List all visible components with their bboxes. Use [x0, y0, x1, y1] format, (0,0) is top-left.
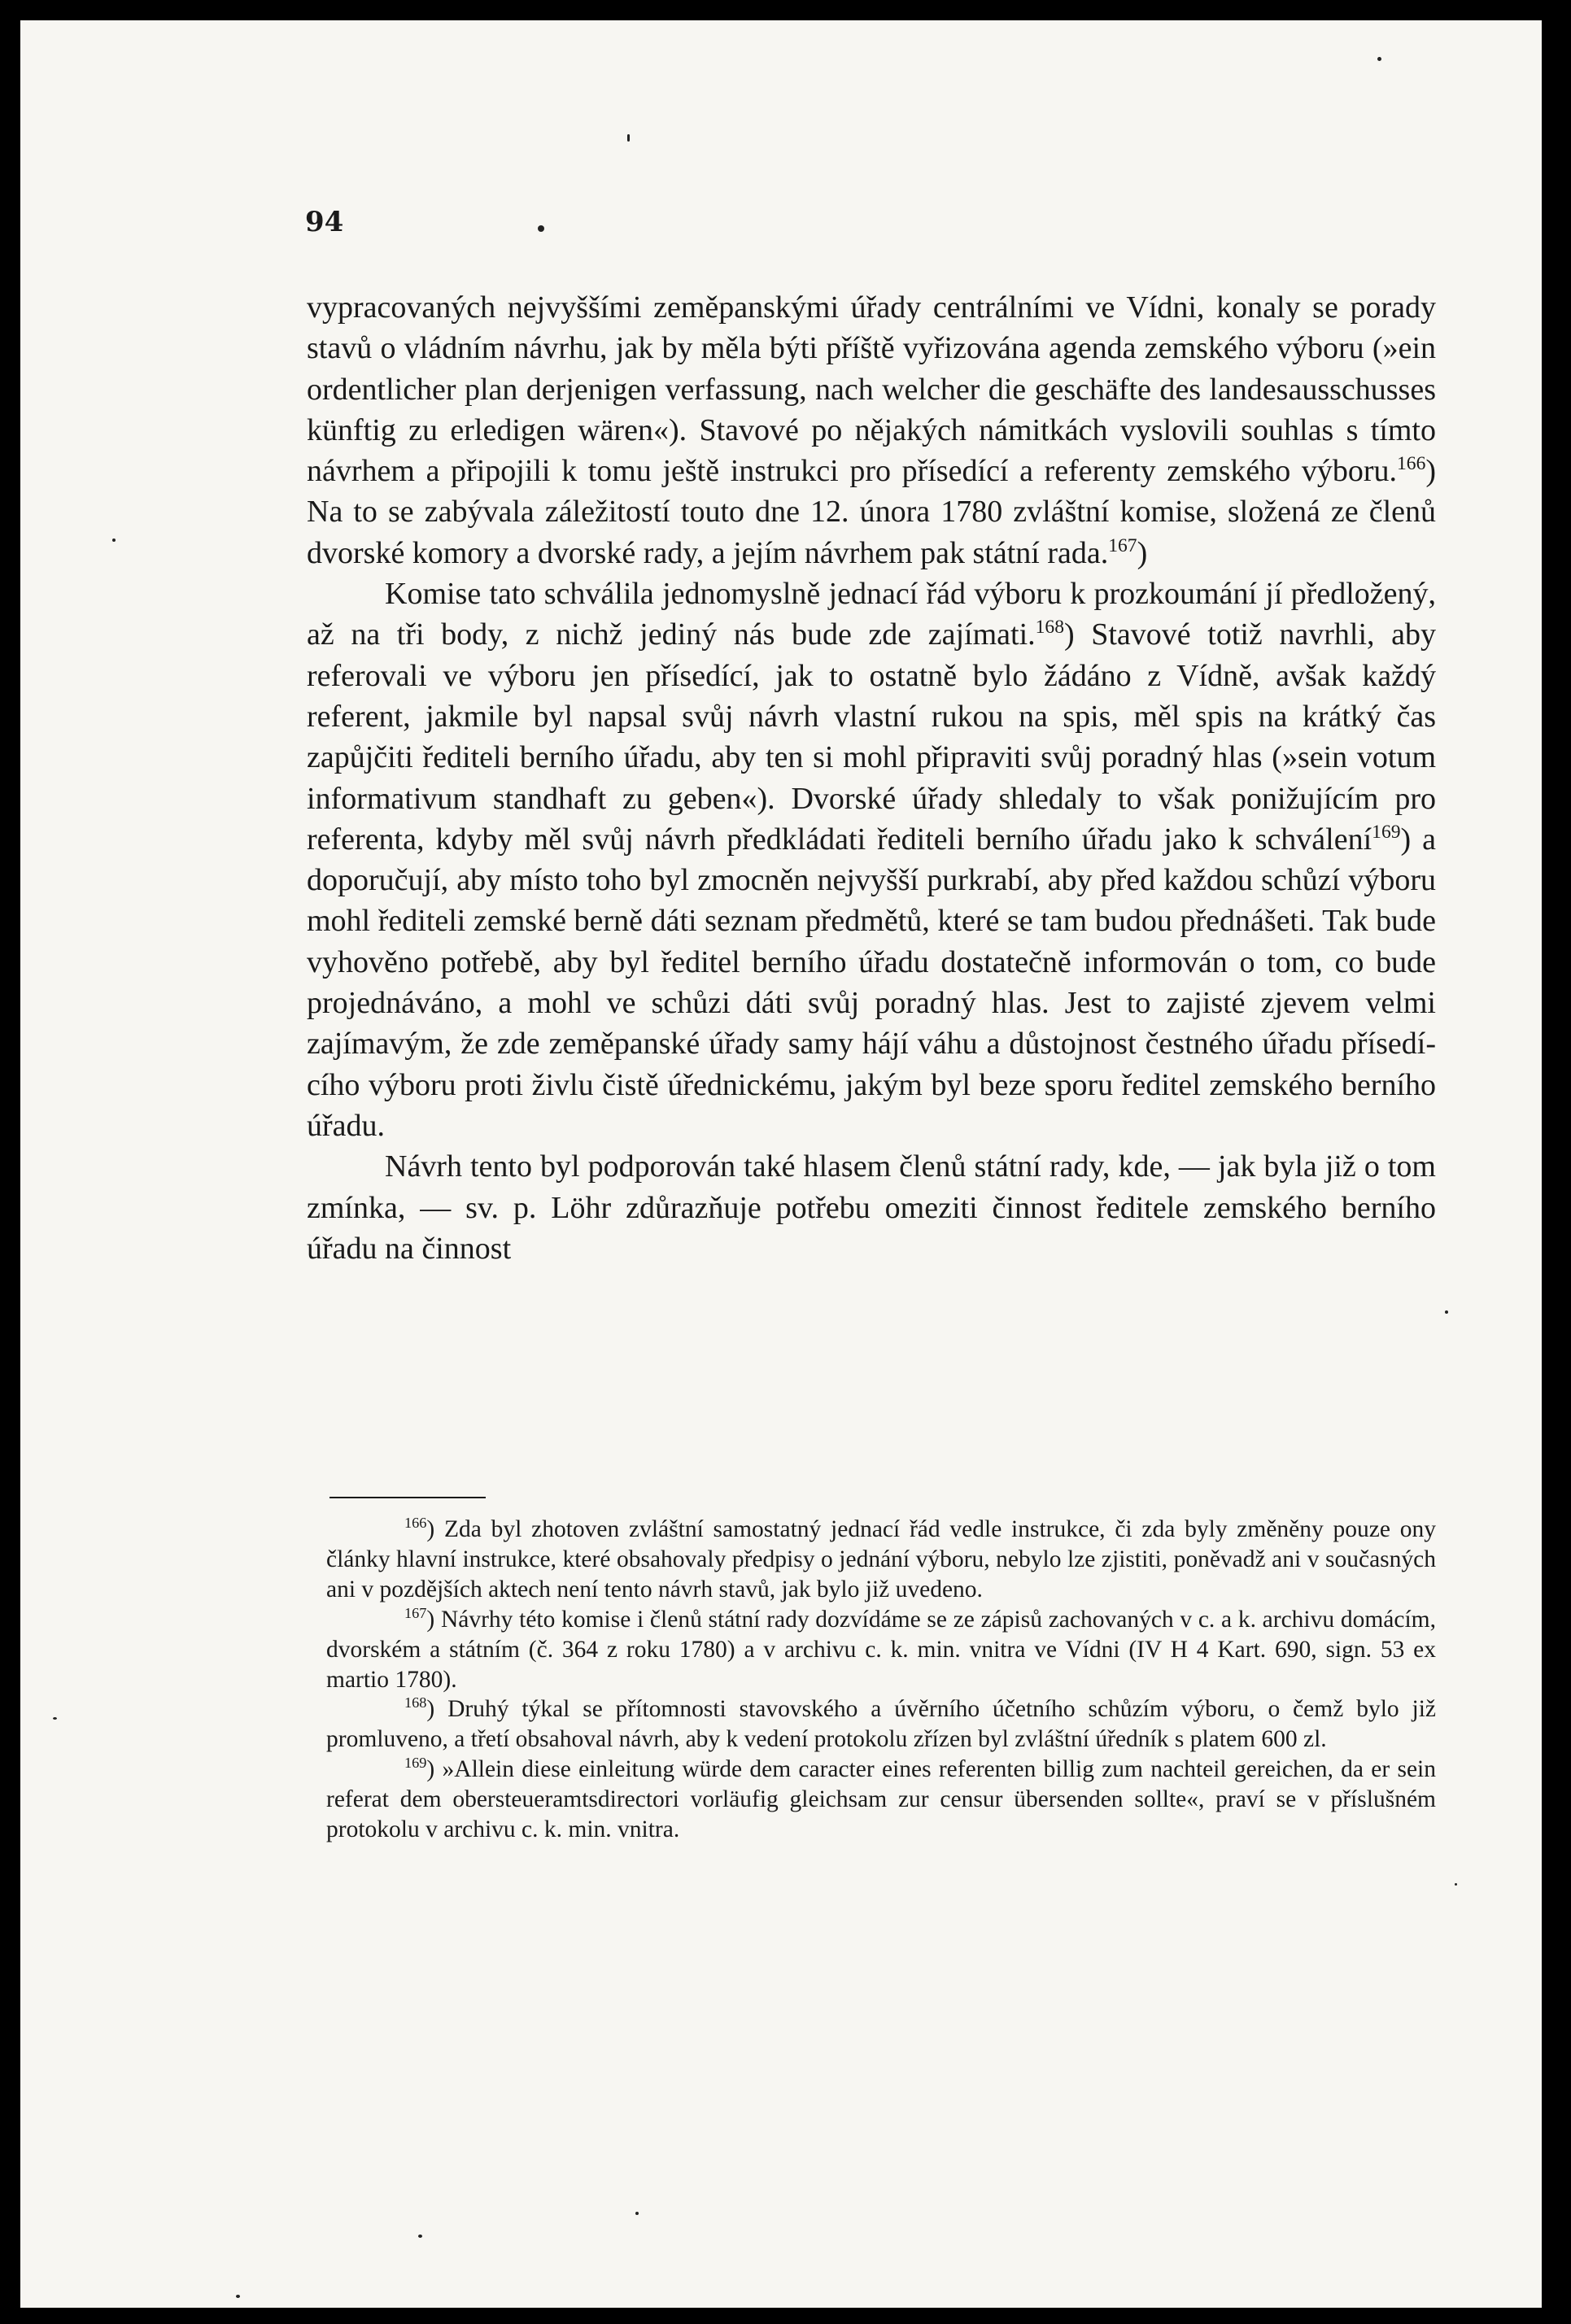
main-text [307, 287, 1436, 1269]
footnote-167: $^{167}$) Návrhy této komise i členů státní rady dozvídáme se ze zápisů zachovaných v c. a k. archivu domácím, dvorském a státním (č. 364 z roku 1780) a v archivu c. k. min. vnitra ve Vídni (IV H 4 Kart. 690, sign. 53 ex martio 1780). [326, 1604, 1436, 1693]
scan-speck [53, 1717, 57, 1720]
page-number: 94 [305, 206, 344, 238]
footnote-168: $^{168}$) Druhý týkal se přítomnosti stavovského a úvěrního účetního schůzím výboru, o čemž bylo již promluveno, a třetí obsahoval návrh, aby k vedení protokolu zřízen byl zvláštní úředník s platem 600 zl. [326, 1694, 1436, 1753]
scan-speck [538, 225, 544, 232]
footnote-ref-169: 169 [1372, 821, 1401, 843]
footnote-number: 169 [404, 1755, 427, 1772]
scan-speck [418, 2235, 422, 2238]
footnote-divider [329, 1497, 486, 1498]
footnote-166: $^{166}$) Zda byl zhotoven zvláštní samostatný jednací řád vedle instrukce, či zda byly změněny pouze ony články hlavní instrukce, které obsahovaly předpisy o jednání výboru, nebylo lze zjistiti, poněvadž ani v současných ani v pozdějších aktech není tento návrh stavů, jak bylo již uvedeno. [326, 1515, 1436, 1602]
scan-speck [635, 2212, 639, 2215]
footnote-169: $^{169}$) »Allein diese einleitung würde dem caracter eines referenten billig zum nachteil gereichen, da er sein referat dem obersteueramtsdirectori vorläufig gleichsam zur censur übersenden sollte«, praví se v příslušném protokolu v archivu c. k. min. vnitra. [326, 1755, 1436, 1843]
scan-speck [1377, 57, 1381, 61]
scan-speck [112, 538, 116, 542]
footnote-ref-168: 168 [1035, 617, 1064, 639]
footnote-number: 166 [404, 1515, 427, 1532]
footnote-ref-166: 166 [1397, 453, 1426, 475]
scan-speck [236, 2295, 240, 2298]
footnotes [326, 1515, 1436, 1845]
book-page [20, 20, 1542, 2308]
scan-speck [1455, 1883, 1457, 1886]
paragraph-2: Komise tato schválila jednomyslně jednací řád výboru k prozkoumání jí předložený, až na tři body, z nichž jediný nás bude zde zajímati.$^{168}$) Stavové totiž navrhli, aby referovali ve výboru jen přísedící, jak to ostatně bylo žádáno z Vídně, avšak každý referent, jakmile byl napsal svůj návrh vlastní rukou na spis, měl spis na krátký čas zapůjčiti řediteli berního úřadu, aby ten si mohl připraviti svůj poradný hlas (»sein votum informativum standhaft zu geben«). Dvorské úřady shledaly to však ponižujícím pro referenta, kdyby měl svůj návrh předkládati řediteli berního úřadu jako k schválení$^{169}$) a doporučují, aby místo toho byl zmocněn nejvyšší purkrabí, aby před každou schůzí výboru mohl řediteli zemské berně dáti seznam předmětů, které se tam budou přednášeti. Tak bude vyhověno potřebě, aby byl ředitel berního úřadu dostatečně informován o tom, co bude projednáváno, a mohl ve schůzi dáti svůj poradný hlas. Jest to zajisté zjevem velmi zajímavým, že zde zeměpanské úřady samy hájí váhu a důstojnost čestného úřadu přísedícího výboru proti živlu čistě úřednickému, jakým byl beze sporu ředitel zemského berního úřadu. [307, 577, 1436, 1143]
scan-speck [627, 134, 630, 142]
scan-speck [1445, 1310, 1448, 1314]
paragraph-3: Návrh tento byl podporován také hlasem členů státní rady, kde, — jak byla již o tom zmínka, — sv. p. Löhr zdůrazňuje potřebu omeziti činnost ředitele zemského berního úřadu na činnost [307, 1149, 1436, 1266]
paragraph-1: vypracovaných nejvyššími zeměpanskými úřady centrálními ve Vídni, konaly se porady stavů o vládním návrhu, jak by měla býti příště vyřizována agenda zemského výboru (»ein ordentlicher plan derjenigen verfassung, nach welcher die geschäfte des landesausschusses künftig zu erledigen wären«). Stavové po nějakých námitkách vyslovili souhlas s tímto návrhem a připojili k tomu ještě instrukci pro přísedící a referenty zemského výboru.$^{166}$) Na to se zabývala záležitostí touto dne 12. února 1780 zvláštní komise, složená ze členů dvorské komory a dvorské rady, a jejím návrhem pak státní rada.$^{167}$) [307, 290, 1436, 570]
footnote-number: 168 [404, 1694, 427, 1711]
footnote-number: 167 [404, 1604, 427, 1621]
footnote-ref-167: 167 [1108, 534, 1137, 556]
